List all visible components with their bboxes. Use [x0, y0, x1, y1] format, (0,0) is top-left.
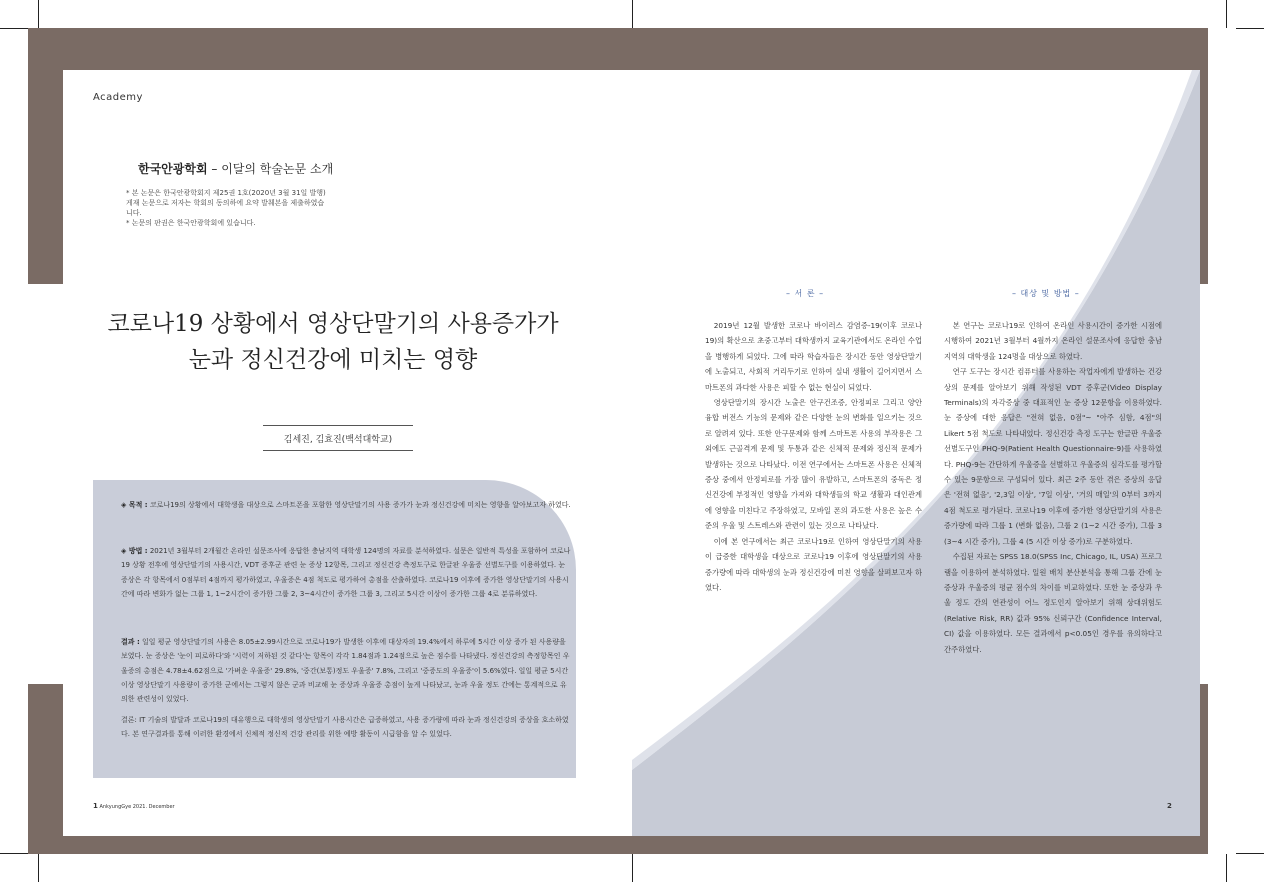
- crop-mark: [0, 853, 28, 854]
- abstract-purpose: [121, 498, 573, 512]
- journal-separator: –: [207, 162, 222, 176]
- crop-mark: [1236, 28, 1264, 29]
- folio-left-text: AnkyungGye 2021. December: [97, 804, 175, 810]
- authors: 김세진, 김효진(백석대학교): [283, 435, 393, 445]
- intro-paragraph: 영상단말기의 장시간 노출은 안구건조증, 안정피로 그리고 양안 융합 버전스 기능의 문제와 같은 다양한 눈의 변화를 일으키는 것으로 알려져 있다. 또한 안구문제와 함께 스마트폰 사용의 부작용은 그 외에도 근골격계 문제 및 두통과 같은 신체적 문제와 정신적 문제가 발생하는 것으로 나타났다. 이전 연구에서는 스마트폰 사용은 신체적 증상 중에서 안정피로를 가장 많이 유발하고, 스마트폰의 중독은 정신건강에 부정적인 영향을 가져와 대학생들의 학교 생활과 대인관계에 영향을 미친다고 주장하였고, 모바일 폰의 과도한 사용은 높은 수준의 우울 및 스트레스와 관련이 있는 것으로 나타났다.: [705, 398, 922, 531]
- crop-mark: [0, 28, 28, 29]
- title-line-1: 코로나19 상황에서 영상단말기의 사용증가가: [107, 311, 559, 337]
- folio-left: [93, 802, 175, 810]
- method-heading: – 대상 및 방법 –: [1012, 289, 1080, 298]
- intro-heading: – 서 론 –: [786, 289, 825, 298]
- crop-mark: [1226, 854, 1227, 882]
- notes: [126, 188, 326, 228]
- result-text: 일일 평균 영상단말기의 사용은 8.05±2.99시간으로 코로나19가 발생한 이후에 대상자의 19.4%에서 하루에 5시간 이상 증가 된 사용량을 보였다. 눈 증상은 '눈이 피로하다'와 '시력이 저하된 것 같다'는 항목이 각각 1.84점과 1.24점으로 높은 점수를 나타냈다. 정신건강의 측정항목인 우울증의 총점은 4.78±4.62점으로 '가벼운 우울증' 29.8%, '중간(보통)정도 우울증' 7.8%, 그리고 '중증도의 우울증'이 5.6%였다. 일일 평균 5시간 이상 영상단말기 사용량이 증가한 군에서는 그렇지 않은 군과 비교해 눈 증상과 우울증 총점이 높게 나타났고, 눈과 우울 정도 간에는 통계적으로 유의한 관련성이 있었다.: [121, 638, 570, 704]
- note-2: * 논문의 판권은 한국안광학회에 있습니다.: [126, 219, 256, 227]
- purpose-label: ◈ 목적 :: [121, 501, 148, 509]
- folio-left-number: 1: [93, 802, 98, 810]
- abstract-method: [121, 544, 573, 601]
- abstract-conclusion: 결론: IT 기술의 발달과 코로나19의 대유행으로 대학생의 영상단말기 사용시간은 급증하였고, 사용 증가량에 따라 눈과 정신건강의 증상을 호소하였다. 본 연구결과를 통해 이러한 환경에서 신체적 정신적 건강 관리를 위한 예방 활동이 시급함을 알 수 있었다.: [121, 716, 569, 739]
- method-paragraph: 연구 도구는 장시간 컴퓨터를 사용하는 작업자에게 발생하는 건강상의 문제를 알아보기 위해 작성된 VDT 증후군(Video Display Terminals)의 자각증상 중 대표적인 눈 증상 12문항을 이용하였다. 눈 증상에 대한 응답은 "전혀 없음, 0점"~ "아주 심함, 4점"의 Likert 5점 척도로 나타내었다. 정신건강 측정 도구는 한글판 우울증 선별도구인 PHQ-9(Patient Health Questionnaire-9)를 사용하였다. PHQ-9는 간단하게 우울증을 선별하고 우울증의 심각도를 평가할 수 있는 9문항으로 구성되어 있다. 최근 2주 동안 겪은 증상의 응답은 '전혀 없음', '2,3일 이상', '7일 이상', '거의 매일'의 0부터 3까지 4점 척도로 평가된다. 코로나19 이후에 증가한 영상단말기의 사용은 증가량에 따라 그룹 1 (변화 없음), 그룹 2 (1~2 시간 증가), 그룹 3 (3~4 시간 증가), 그룹 4 (5 시간 이상 증가)로 구분하였다.: [944, 367, 1162, 546]
- author-rule-top: [263, 425, 413, 426]
- abstract-result: [121, 635, 573, 706]
- journal-heading: [138, 160, 333, 177]
- crop-mark: [632, 854, 633, 882]
- intro-column: [705, 318, 922, 595]
- method-paragraph: 본 연구는 코로나19로 인하여 온라인 사용시간이 증가한 시점에 시행하여 2021년 3월부터 4월까지 온라인 설문조사에 응답한 충남지역의 대학생을 124명을 대상으로 하였다.: [944, 321, 1162, 361]
- right-page: [632, 70, 1200, 836]
- folio-right: 2: [1167, 802, 1172, 810]
- method-label: ◈ 방법 :: [121, 547, 148, 555]
- result-label: 결과 :: [121, 638, 140, 646]
- crop-mark: [38, 0, 39, 28]
- running-head: Academy: [93, 92, 143, 103]
- method-column: [944, 318, 1162, 657]
- note-1: * 본 논문은 한국안광학회지 제25권 1호(2020년 3월 31일 발행) 게재 논문으로 저자는 학회의 동의하에 요약 발췌본을 제출하였습니다.: [126, 189, 326, 217]
- journal-name: 한국안광학회: [138, 162, 208, 176]
- left-page: [63, 70, 632, 836]
- purpose-text: 코로나19의 상황에서 대학생을 대상으로 스마트폰을 포함한 영상단말기의 사용 증가가 눈과 정신건강에 미치는 영향을 알아보고자 하였다.: [147, 501, 571, 509]
- crop-mark: [632, 0, 633, 28]
- article-title: [103, 306, 563, 378]
- intro-paragraph: 이에 본 연구에서는 최근 코로나19로 인하여 영상단말기의 사용이 급증한 대학생을 대상으로 코로나19 이후에 영상단말기의 사용 증가량에 따라 대학생의 눈과 정신건강에 미친 영향을 살펴보고자 하였다.: [705, 536, 922, 592]
- method-text: 2021년 3월부터 2개월간 온라인 설문조사에 응답한 충남지역 대학생 124명의 자료를 분석하였다. 설문은 일반적 특성을 포함하여 코로나19 상황 전후에 영상단말기의 사용시간, VDT 증후군 관련 눈 증상 12항목, 그리고 정신건강 측정도구로 한글판 우울증 선별도구를 이용하였다. 눈 증상은 각 항목에서 0점부터 4점까지 평가하였고, 우울증은 4점 척도로 평가하여 총점을 산출하였다. 코로나19 이후에 증가한 영상단말기의 사용시간에 따라 변화가 없는 그룹 1, 1~2시간이 증가한 그룹 2, 3~4시간이 증가한 그룹 3, 그리고 5시간 이상이 증가한 그룹 4로 분류하였다.: [121, 547, 571, 598]
- title-line-2: 눈과 정신건강에 미치는 영향: [188, 347, 478, 373]
- crop-mark: [1226, 0, 1227, 28]
- author-rule-bottom: [263, 450, 413, 451]
- intro-paragraph: 2019년 12월 발생한 코로나 바이러스 감염증-19(이후 코로나19)의 확산으로 초중고부터 대학생까지 교육기관에서도 온라인 수업을 병행하게 되었다. 그에 따라 학습자들은 장시간 동안 영상단말기에 노출되고, 사회적 거리두기로 인하여 실내 생활이 길어지면서 스마트폰의 과다한 사용은 피할 수 없는 현실이 되었다.: [705, 321, 922, 392]
- crop-mark: [38, 854, 39, 882]
- crop-mark: [1236, 853, 1264, 854]
- method-paragraph: 수집된 자료는 SPSS 18.0(SPSS Inc, Chicago, IL, USA) 프로그램을 이용하여 분석하였다. 일원 배치 분산분석을 통해 그룹 간에 눈 증상과 우울증의 평균 점수의 차이를 비교하였다. 또한 눈 증상과 우울 정도 간의 연관성이 어느 정도인지 알아보기 위해 상대위험도(Relative Risk, RR) 값과 95% 신뢰구간 (Confidence Interval, CI) 값을 이용하였다. 모든 결과에서 p<0.05인 경우를 유의하다고 간주하였다.: [944, 552, 1162, 654]
- journal-subtitle: 이달의 학술논문 소개: [221, 162, 334, 176]
